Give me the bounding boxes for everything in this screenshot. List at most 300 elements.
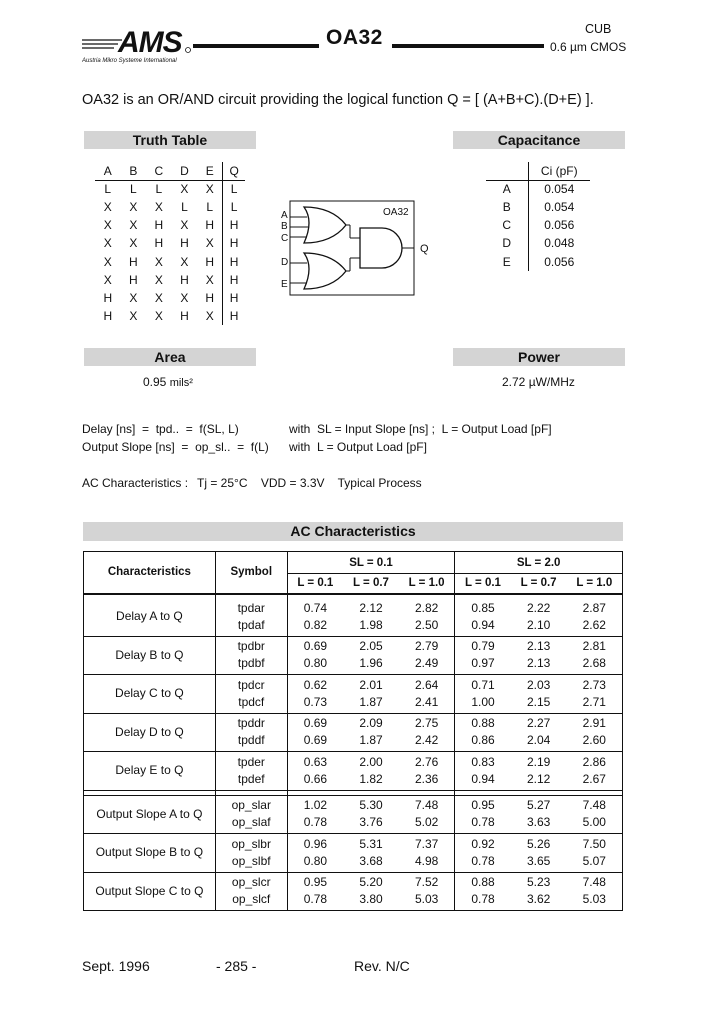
ac-value: 0.85 — [471, 600, 495, 615]
ac-symbol: op_slaf — [231, 815, 271, 830]
ac-table-row — [84, 713, 623, 752]
power-title: Power — [453, 348, 625, 366]
truth-table-row — [95, 180, 245, 198]
ac-value-cell — [511, 675, 567, 714]
truth-table-cell: H — [223, 289, 245, 307]
ac-value-cell — [567, 872, 623, 911]
ac-value: 0.80 — [303, 656, 328, 671]
capacitance-value: 0.054 — [544, 182, 575, 197]
truth-table-cell: H — [154, 218, 164, 233]
ac-value: 2.76 — [414, 754, 439, 769]
ac-value-cell — [455, 872, 511, 911]
capacitance-value: 0.048 — [544, 236, 575, 251]
truth-table-cell: L — [129, 182, 137, 197]
ac-symbol: tpdbr — [237, 639, 265, 654]
truth-table-cell: X — [103, 218, 112, 233]
ac-value: 2.87 — [582, 600, 606, 615]
ac-symbol-cell — [215, 598, 287, 637]
ac-characteristic-name: Delay E to Q — [84, 752, 216, 791]
ac-symbol: tpdef — [237, 771, 265, 786]
truth-table-cell: X — [180, 254, 189, 269]
ac-header-load: L = 0.7 — [343, 574, 399, 594]
schematic-input-label: D — [281, 257, 289, 268]
truth-table-cell: H — [205, 290, 215, 305]
footer-page: - 285 - — [216, 958, 257, 974]
truth-table-cell: X — [180, 218, 189, 233]
ac-value: 5.03 — [582, 892, 606, 907]
ac-value-cell — [343, 795, 399, 834]
ac-characteristic-name: Delay A to Q — [84, 598, 216, 637]
ac-value-cell — [343, 713, 399, 752]
ac-symbol: tpdcr — [237, 677, 265, 692]
ac-value: 0.78 — [303, 892, 328, 907]
ac-value: 0.82 — [303, 617, 328, 632]
ac-table-row — [84, 636, 623, 675]
schematic-input-label: C — [281, 233, 289, 244]
ac-header-slope-group: SL = 0.1 — [287, 552, 455, 574]
ac-characteristic-name: Output Slope C to Q — [84, 872, 216, 911]
ac-value-cell — [287, 713, 343, 752]
ac-value: 7.48 — [582, 875, 606, 890]
ac-value: 2.27 — [526, 716, 551, 731]
truth-table-cell: X — [103, 254, 112, 269]
ac-symbol: op_slbr — [231, 836, 271, 851]
ac-characteristics-table — [83, 551, 623, 911]
ac-value: 3.68 — [359, 853, 383, 868]
conditions-label: AC Characteristics : — [82, 476, 189, 490]
ac-value-cell — [287, 752, 343, 791]
truth-table-cell: X — [129, 218, 138, 233]
ac-value: 2.81 — [582, 639, 606, 654]
and-gate — [360, 228, 402, 268]
ac-characteristic-name: Delay C to Q — [84, 675, 216, 714]
ac-value: 2.13 — [526, 656, 551, 671]
truth-table-cell: H — [205, 218, 215, 233]
capacitance-title: Capacitance — [453, 131, 625, 149]
ac-value: 2.67 — [582, 771, 606, 786]
ac-symbol-cell — [215, 713, 287, 752]
ac-value: 2.41 — [414, 694, 439, 709]
process-name: 0.6 µm CMOS — [550, 40, 627, 54]
ac-value: 0.78 — [303, 815, 328, 830]
truth-table-cell: X — [154, 290, 163, 305]
ac-header-symbol: Symbol — [215, 552, 287, 594]
ac-value: 2.05 — [359, 639, 383, 654]
schematic-output-q: Q — [420, 243, 429, 255]
truth-table-row — [95, 289, 245, 307]
ac-symbol: op_slbf — [231, 853, 271, 868]
ac-value: 0.63 — [303, 754, 328, 769]
ac-value-cell — [511, 598, 567, 637]
truth-table-cell: X — [205, 236, 214, 251]
truth-table-column-header: D — [172, 162, 198, 180]
ac-value-cell — [287, 598, 343, 637]
ac-value: 7.37 — [414, 836, 439, 851]
ac-value: 5.03 — [414, 892, 439, 907]
ams-logo — [82, 20, 192, 64]
truth-table-title: Truth Table — [84, 131, 256, 149]
ac-characteristic-name: Output Slope B to Q — [84, 834, 216, 873]
ac-value: 1.96 — [359, 656, 383, 671]
ac-value: 0.95 — [471, 798, 495, 813]
truth-table-column-header: A — [95, 162, 121, 180]
ac-value: 5.30 — [359, 798, 383, 813]
ac-characteristic-name: Output Slope A to Q — [84, 795, 216, 834]
truth-table-cell: X — [180, 290, 189, 305]
ac-symbol: op_slcf — [232, 892, 271, 907]
ac-value-cell — [399, 795, 455, 834]
area-value — [143, 375, 193, 389]
ac-value: 2.12 — [526, 771, 551, 786]
ac-table-row — [84, 795, 623, 834]
truth-table — [95, 162, 245, 325]
ac-symbol-cell — [215, 675, 287, 714]
ac-value: 0.69 — [303, 639, 328, 654]
ac-value: 0.96 — [303, 836, 328, 851]
footer-revision: Rev. N/C — [354, 958, 410, 974]
ac-value: 0.92 — [471, 836, 495, 851]
ac-value-cell — [567, 713, 623, 752]
ac-value: 0.80 — [303, 853, 328, 868]
ac-value: 0.88 — [471, 875, 495, 890]
or-gate-1 — [304, 207, 346, 243]
ac-value: 5.31 — [359, 836, 383, 851]
ac-value-cell — [455, 834, 511, 873]
capacitance-row — [486, 252, 590, 270]
ac-table-row — [84, 752, 623, 791]
ac-value: 2.10 — [526, 617, 551, 632]
ac-value-cell — [567, 834, 623, 873]
ac-value: 2.68 — [582, 656, 606, 671]
truth-table-row — [95, 271, 245, 289]
truth-table-cell: X — [129, 200, 138, 215]
truth-table-cell: X — [154, 308, 163, 323]
truth-table-cell: H — [128, 272, 138, 287]
ac-value: 3.63 — [526, 815, 551, 830]
capacitance-value: 0.056 — [544, 218, 575, 233]
ac-value: 3.62 — [526, 892, 551, 907]
ac-value: 2.86 — [582, 754, 606, 769]
ac-value-cell — [399, 675, 455, 714]
ac-value-cell — [455, 598, 511, 637]
ac-value: 0.86 — [471, 733, 495, 748]
ac-value: 5.27 — [526, 798, 551, 813]
ac-symbol: tpdbf — [237, 656, 265, 671]
ac-value-cell — [343, 834, 399, 873]
ac-value-cell — [343, 675, 399, 714]
footer-date: Sept. 1996 — [82, 958, 150, 974]
ac-value: 0.69 — [303, 716, 328, 731]
capacitance-row — [486, 198, 590, 216]
ac-value-cell — [567, 675, 623, 714]
ac-value: 0.71 — [471, 677, 495, 692]
truth-table-cell: X — [103, 236, 112, 251]
ac-value: 5.00 — [582, 815, 606, 830]
truth-table-row — [95, 252, 245, 270]
ac-value: 2.71 — [582, 694, 606, 709]
ac-value: 3.80 — [359, 892, 383, 907]
ac-value-cell — [343, 598, 399, 637]
truth-table-row — [95, 234, 245, 252]
truth-table-cell: H — [223, 271, 245, 289]
ac-value-cell — [511, 636, 567, 675]
ac-header-slope-group: SL = 2.0 — [455, 552, 623, 574]
truth-table-cell: X — [103, 272, 112, 287]
library-name: CUB — [585, 22, 612, 36]
truth-table-cell: H — [223, 216, 245, 234]
ac-table-row — [84, 598, 623, 637]
ac-value-cell — [511, 752, 567, 791]
ac-value: 2.42 — [414, 733, 439, 748]
ac-value-cell — [399, 713, 455, 752]
ac-value: 2.82 — [414, 600, 439, 615]
ac-characteristic-name: Delay D to Q — [84, 713, 216, 752]
ac-header-load: L = 0.7 — [511, 574, 567, 594]
ac-value-cell — [511, 795, 567, 834]
truth-table-column-header: C — [146, 162, 172, 180]
ac-table-title: AC Characteristics — [83, 522, 623, 541]
area-number: 0.95 — [143, 375, 167, 389]
truth-table-cell: H — [180, 272, 189, 287]
ac-value: 2.91 — [582, 716, 606, 731]
ac-value-cell — [287, 636, 343, 675]
truth-table-cell: X — [129, 308, 138, 323]
truth-table-cell: L — [104, 182, 112, 197]
ac-value: 2.03 — [526, 677, 551, 692]
ac-symbol: op_slcr — [231, 875, 271, 890]
truth-table-row — [95, 216, 245, 234]
ac-value-cell — [567, 598, 623, 637]
truth-table-column-header: Q — [223, 162, 245, 180]
part-title: OA32 — [326, 26, 383, 49]
ac-value: 5.02 — [414, 815, 439, 830]
ac-value: 2.60 — [582, 733, 606, 748]
capacitance-row — [486, 234, 590, 252]
truth-table-cell: L — [206, 200, 214, 215]
ac-value: 2.75 — [414, 716, 439, 731]
ac-value-cell — [511, 713, 567, 752]
ac-value: 2.04 — [526, 733, 551, 748]
ac-value: 2.79 — [414, 639, 439, 654]
ac-value-cell — [343, 752, 399, 791]
ac-value-cell — [399, 752, 455, 791]
truth-table-cell: X — [205, 272, 214, 287]
ac-symbol: tpdcf — [238, 694, 265, 709]
ac-symbol-cell — [215, 834, 287, 873]
ac-value: 2.64 — [414, 677, 439, 692]
ac-value-cell — [567, 636, 623, 675]
ac-value: 0.94 — [471, 617, 495, 632]
truth-table-cell: H — [223, 234, 245, 252]
ac-value: 2.62 — [582, 617, 606, 632]
ac-header-load: L = 1.0 — [567, 574, 623, 594]
ac-value: 2.01 — [359, 677, 383, 692]
truth-table-cell: H — [128, 254, 138, 269]
ac-value: 7.48 — [414, 798, 439, 813]
ac-value: 1.00 — [471, 694, 495, 709]
ac-value: 2.09 — [359, 716, 383, 731]
ac-value: 0.94 — [471, 771, 495, 786]
ac-value: 2.49 — [414, 656, 439, 671]
ac-value: 3.65 — [526, 853, 551, 868]
ac-value: 0.78 — [471, 815, 495, 830]
ac-value-cell — [399, 636, 455, 675]
capacitance-header — [486, 162, 590, 180]
ac-value: 0.73 — [303, 694, 328, 709]
capacitance-pin: B — [486, 198, 528, 216]
ac-value: 0.97 — [471, 656, 495, 671]
truth-table-cell: H — [103, 290, 113, 305]
ac-value-cell — [455, 636, 511, 675]
ac-value: 2.19 — [526, 754, 551, 769]
ac-header-row — [84, 552, 623, 574]
ac-value-cell — [287, 795, 343, 834]
capacitance-table — [486, 162, 590, 271]
ac-value-cell — [287, 872, 343, 911]
ac-value: 0.69 — [303, 733, 328, 748]
ac-value: 0.78 — [471, 853, 495, 868]
ac-value: 0.79 — [471, 639, 495, 654]
ac-header-characteristics: Characteristics — [84, 552, 216, 594]
area-unit: mils² — [169, 377, 193, 389]
ac-table-row — [84, 675, 623, 714]
ac-value: 0.74 — [303, 600, 328, 615]
ac-value-cell — [343, 872, 399, 911]
ac-value-cell — [287, 834, 343, 873]
truth-table-cell: L — [155, 182, 163, 197]
ac-value: 1.87 — [359, 694, 383, 709]
ac-value-cell — [399, 872, 455, 911]
ac-value: 7.52 — [414, 875, 439, 890]
ac-symbol-cell — [215, 752, 287, 791]
ac-value-cell — [567, 795, 623, 834]
header-rule-right — [392, 44, 544, 48]
ac-value: 5.26 — [526, 836, 551, 851]
ac-value: 1.87 — [359, 733, 383, 748]
svg-text:Austria Mikro Systeme Internat: Austria Mikro Systeme International — [82, 58, 177, 64]
delay-definition-note: with SL = Input Slope [ns] ; L = Output Load [pF] — [289, 422, 552, 436]
oa32-schematic — [276, 195, 416, 299]
capacitance-pin: E — [486, 252, 528, 270]
ac-value-cell — [455, 713, 511, 752]
ac-value: 1.02 — [303, 798, 328, 813]
truth-table-cell: X — [154, 200, 163, 215]
or-gate-2 — [304, 253, 346, 289]
ac-header-load: L = 0.1 — [455, 574, 511, 594]
capacitance-header-blank — [486, 162, 528, 180]
schematic-input-label: B — [281, 221, 288, 232]
ac-symbol: tpder — [237, 754, 265, 769]
truth-table-cell: X — [180, 182, 189, 197]
ac-value: 4.98 — [414, 853, 439, 868]
capacitance-pin: D — [486, 234, 528, 252]
ac-header-load: L = 0.1 — [287, 574, 343, 594]
capacitance-value: 0.054 — [544, 200, 575, 215]
slope-definition: Output Slope [ns] = op_sl.. = f(L) — [82, 440, 269, 454]
ac-symbol: tpddr — [237, 716, 265, 731]
ac-value: 2.13 — [526, 639, 551, 654]
ac-value: 2.12 — [359, 600, 383, 615]
svg-text:AMS: AMS — [118, 26, 182, 59]
truth-table-cell: H — [223, 252, 245, 270]
ac-table-row — [84, 834, 623, 873]
truth-table-row — [95, 198, 245, 216]
ac-value-cell — [511, 872, 567, 911]
truth-table-row — [95, 307, 245, 325]
ac-value-cell — [399, 834, 455, 873]
ac-table-row — [84, 872, 623, 911]
ac-value: 2.73 — [582, 677, 606, 692]
truth-table-cell: L — [223, 180, 245, 198]
truth-table-cell: X — [154, 254, 163, 269]
truth-table-cell: X — [103, 200, 112, 215]
capacitance-row — [486, 216, 590, 234]
truth-table-cell: L — [181, 200, 188, 215]
truth-table-cell: H — [205, 254, 215, 269]
ac-value: 2.00 — [359, 754, 383, 769]
header-rule-left — [193, 44, 319, 48]
schematic-input-label: A — [281, 210, 288, 221]
truth-table-cell: X — [129, 236, 138, 251]
ac-value-cell — [287, 675, 343, 714]
ac-value: 0.83 — [471, 754, 495, 769]
ac-value: 7.50 — [582, 836, 606, 851]
slope-definition-note: with L = Output Load [pF] — [289, 440, 427, 454]
ac-value-cell — [399, 598, 455, 637]
capacitance-column-header: Ci (pF) — [528, 162, 590, 180]
ac-value: 0.62 — [303, 677, 328, 692]
truth-table-header — [95, 162, 245, 180]
ac-value: 5.07 — [582, 853, 606, 868]
delay-definition: Delay [ns] = tpd.. = f(SL, L) — [82, 422, 239, 436]
truth-table-cell: H — [103, 308, 113, 323]
ac-value: 2.22 — [526, 600, 551, 615]
ac-symbol: tpdaf — [237, 617, 265, 632]
capacitance-value: 0.056 — [544, 254, 575, 269]
truth-table-cell: X — [129, 290, 138, 305]
truth-table-cell: L — [223, 198, 245, 216]
ac-value: 2.15 — [526, 694, 551, 709]
power-value: 2.72 µW/MHz — [502, 375, 575, 389]
truth-table-cell: X — [205, 308, 214, 323]
ac-symbol-cell — [215, 636, 287, 675]
ac-value: 5.20 — [359, 875, 383, 890]
ac-value: 0.66 — [303, 771, 328, 786]
schematic-input-label: E — [281, 279, 288, 290]
schematic-label: OA32 — [383, 207, 409, 218]
ac-value: 2.50 — [414, 617, 439, 632]
ac-value: 0.95 — [303, 875, 328, 890]
ac-value-cell — [567, 752, 623, 791]
truth-table-column-header: B — [121, 162, 147, 180]
ac-characteristic-name: Delay B to Q — [84, 636, 216, 675]
ac-value: 5.23 — [526, 875, 551, 890]
ac-value-cell — [511, 834, 567, 873]
truth-table-cell: H — [154, 236, 164, 251]
ac-value: 0.78 — [471, 892, 495, 907]
ac-value: 2.36 — [414, 771, 439, 786]
capacitance-row — [486, 180, 590, 198]
ac-symbol: tpdar — [237, 600, 265, 615]
ac-value: 1.82 — [359, 771, 383, 786]
ac-value: 3.76 — [359, 815, 383, 830]
ac-value-cell — [455, 675, 511, 714]
intro-text: OA32 is an OR/AND circuit providing the logical function Q = [ (A+B+C).(D+E) ]. — [82, 92, 594, 108]
ac-symbol: op_slar — [231, 798, 271, 813]
ac-value-cell — [343, 636, 399, 675]
truth-table-cell: X — [205, 182, 214, 197]
capacitance-pin: A — [486, 180, 528, 198]
